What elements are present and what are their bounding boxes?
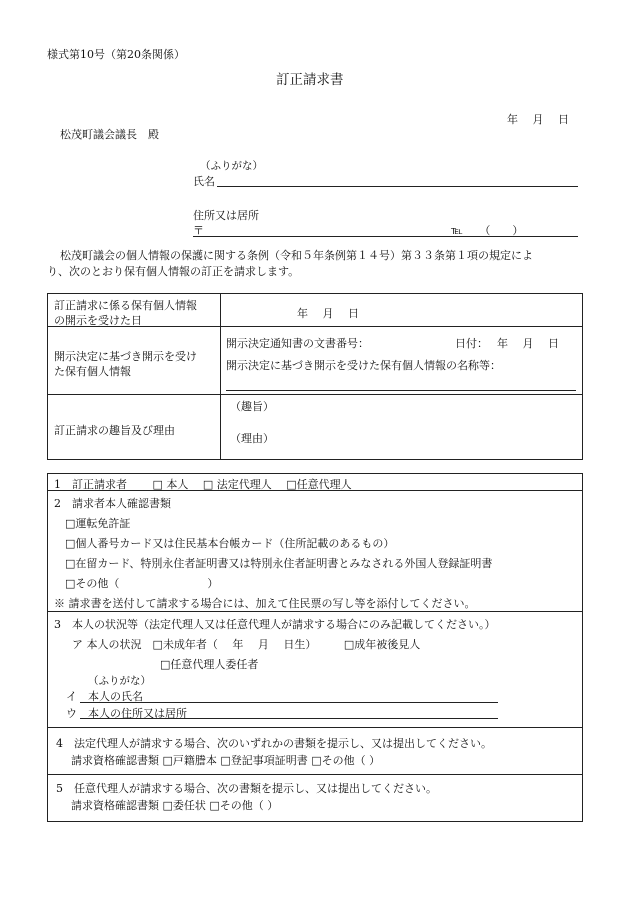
option-residence-card[interactable]: □在留カード、特別永住者証明書又は特別永住者証明書とみなされる外国人登録証明書 bbox=[65, 557, 493, 570]
option-mynumber-card[interactable]: □個人番号カード又は住民基本台帳カード（住所記載のあるもの） bbox=[65, 537, 395, 550]
principal-address-label: ウ 本人の住所又は居所 bbox=[66, 707, 187, 720]
table2-row-line bbox=[47, 727, 582, 728]
legal-rep-documents[interactable]: 請求資格確認書類 □戸籍謄本 □登記事項証明書 □その他（ ） bbox=[71, 754, 381, 767]
submission-date: 年 月 日 bbox=[507, 113, 569, 126]
address-field[interactable] bbox=[193, 236, 578, 237]
principal-name-label: イ 本人の氏名 bbox=[66, 690, 143, 703]
principal-status-options[interactable]: ア 本人の状況 □未成年者（ 年 月 日生） □成年被後見人 bbox=[72, 638, 421, 651]
option-other[interactable]: □その他（ ） bbox=[65, 577, 219, 590]
disclosed-info-name-field[interactable] bbox=[226, 390, 576, 391]
intro-line-2: り、次のとおり保有個人情報の訂正を請求します。 bbox=[47, 265, 300, 278]
reason-field[interactable]: （理由） bbox=[230, 432, 274, 445]
table2-row-line bbox=[47, 611, 582, 612]
voluntary-rep-title: 5 任意代理人が請求する場合、次の書類を提示し、又は提出してください。 bbox=[56, 782, 437, 795]
intro-line-1: 松茂町議会の個人情報の保護に関する条例（令和５年条例第１４号）第３３条第１項の規定によ bbox=[60, 249, 533, 262]
address-label: 住所又は居所 bbox=[193, 209, 259, 222]
notice-date-label[interactable]: 日付： 年 月 日 bbox=[455, 337, 559, 350]
notice-number-label[interactable]: 開示決定通知書の文書番号： bbox=[226, 337, 369, 350]
legal-rep-title: 4 法定代理人が請求する場合、次のいずれかの書類を提示し、又は提出してください。 bbox=[56, 737, 492, 750]
disclosed-info-name-label: 開示決定に基づき開示を受けた保有個人情報の名称等： bbox=[226, 359, 501, 372]
id-documents-title: 2 請求者本人確認書類 bbox=[54, 497, 171, 510]
option-drivers-license[interactable]: □運転免許証 bbox=[65, 517, 131, 530]
furigana-label: （ふりがな） bbox=[200, 160, 263, 172]
form-number: 様式第10号（第20条関係） bbox=[47, 48, 185, 61]
voluntary-rep-documents[interactable]: 請求資格確認書類 □委任状 □その他（ ） bbox=[71, 799, 279, 812]
disclosed-info-label: 開示決定に基づき開示を受け bbox=[54, 350, 197, 363]
name-label: 氏名 bbox=[193, 175, 215, 188]
disclosed-info-label-2: た保有個人情報 bbox=[54, 365, 131, 378]
table2-row-line bbox=[47, 774, 582, 775]
addressee: 松茂町議会議長 殿 bbox=[60, 128, 159, 141]
name-field[interactable] bbox=[217, 186, 578, 187]
disclosure-date-label-2: の開示を受けた日 bbox=[54, 314, 142, 327]
principal-status-title: 3 本人の状況等（法定代理人又は任意代理人が請求する場合にのみ記載してください。） bbox=[54, 618, 496, 631]
requester-type-row[interactable]: 1 訂正請求者 □ 本人 □ 法定代理人 □任意代理人 bbox=[54, 478, 352, 491]
tel-label: ℡ （ ） bbox=[451, 224, 524, 237]
disclosure-date-value[interactable]: 年 月 日 bbox=[297, 307, 359, 320]
option-delegator[interactable]: □任意代理人委任者 bbox=[160, 658, 259, 671]
purpose-reason-label: 訂正請求の趣旨及び理由 bbox=[54, 424, 175, 437]
page-title: 訂正請求書 bbox=[276, 72, 344, 88]
disclosure-date-label: 訂正請求に係る保有個人情報 bbox=[54, 299, 197, 312]
purpose-field[interactable]: （趣旨） bbox=[230, 400, 274, 413]
principal-address-field[interactable] bbox=[80, 718, 498, 719]
principal-name-field[interactable] bbox=[80, 702, 498, 703]
table1-row-line bbox=[47, 394, 582, 395]
table1-divider bbox=[220, 293, 221, 459]
mail-note: ※ 請求書を送付して請求する場合には、加えて住民票の写し等を添付してください。 bbox=[54, 597, 476, 610]
postal-mark: 〒 bbox=[193, 224, 204, 237]
principal-furigana-label: （ふりがな） bbox=[88, 675, 151, 687]
